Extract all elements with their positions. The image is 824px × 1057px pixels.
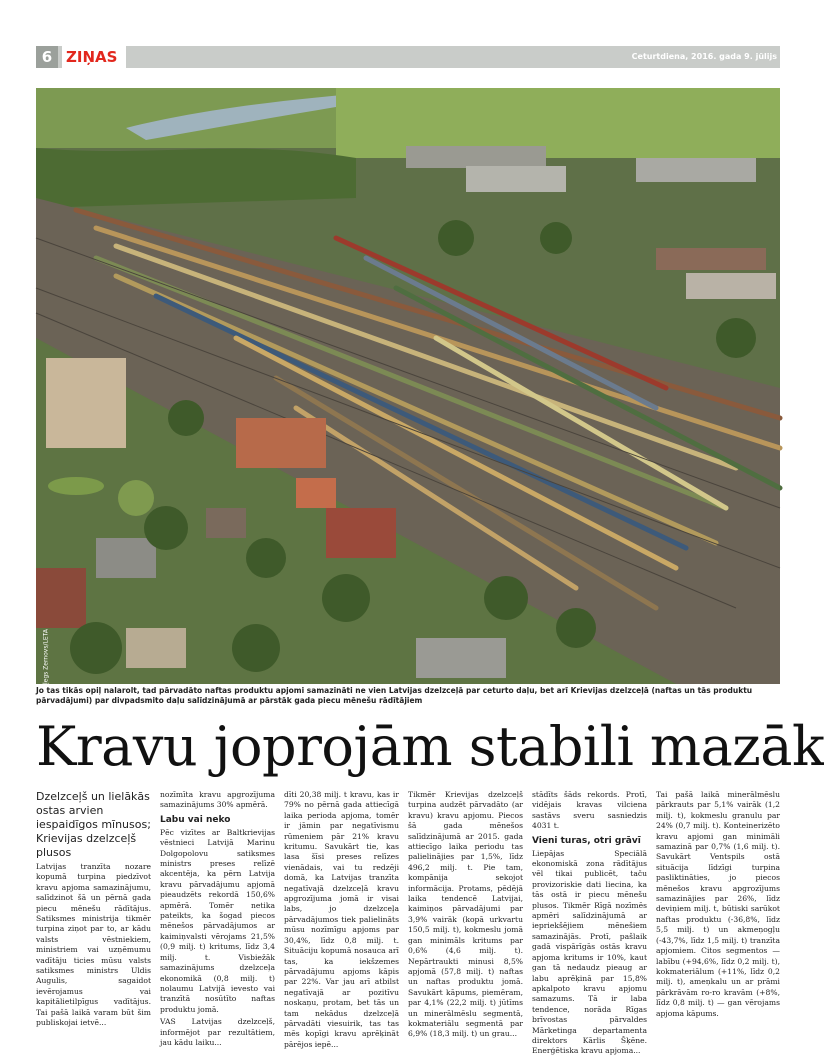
section-title: ZIŅAS [62, 46, 126, 68]
column-2-paragraph: Pēc vizītes ar Baltkrievijas vēstnieci Latvijā Marinu Dolgopolovu satiksmes ministrs preses relīzē akcentēja, ka pērn Latvija kravu pārvadājumu apjomā pieaudzēts rekordā 150,6% apmērā. Tomēr netika pateikts, ka šogad piecos mēnešos pārvadājumos ar kaimiņvalsti vērojams 21,5% (0,9 milj. t) kritums, līdz 3,4 milj. t. Visbiežāk samazinājums dzelzceļa ekonomikā (0,8 milj. t) nolaumu Latvijā ievesto vai tranzītā nosūtīto naftas produktu jomā. [160, 827, 275, 1014]
column-6-paragraph: Tai pašā laikā minerālmēslu pārkrauts par 5,1% vairāk (1,2 milj. t), kokmeslu granulu par 24% (0,7 milj. t). Konteinerizēto kravu apjomi gan minimāli samazinā par 0,7% (1,6 milj. t). Savukārt Ventspils ostā situācija līdzīgi turpina pasliktināties, jo piecos mēnešos kravu apgrozījums samazinājies par 26%, līdz deviņiem milj. t, būtiski sarūkot naftas produktu (-36,8%, līdz 5,5 milj. t) un akmeņogļu (-43,7%, līdz 1,5 milj. t) tranzīta apjomiem. Citos segmentos — labību (+94,6%, līdz 0,2 milj. t), kokmateriālum (+11%, līdz 0,2 milj. t), ameņkalu un ar prāmi pārkrāvām ro-ro kravām (+8%, līdz 0,8 milj. t) — gan vērojams apjoma kāpums. [656, 790, 780, 1018]
photo-caption: Jo tas tikās opiļ nalarolt, tad pārvadāto naftas produktu apjomi samazināti ne vien Latvijas dzelzceļā par ceturto daļu, bet arī Krievijas dzelzceļā (naftas un tās produktu pārvadājumi) par divpadsmito daļu salīdzinājumā ar pārstāk gada piecu mēnešu rādītājiem [36, 686, 753, 705]
article-lead: Dzelzceļš un lielākās ostas arvien iespaidīgos mīnusos; Krievijas dzelzceļš plusos [36, 790, 151, 859]
issue-date: Ceturtdiena, 2016. gada 9. jūlijs [631, 52, 777, 61]
photo-credit: Foto — Oļegs Zernovs/LETA [42, 629, 50, 712]
column-2-paragraph: VAS Latvijas dzelzceļš, informējot par rezultātiem, jau kādu laiku... [160, 1017, 275, 1047]
article-column-6 [656, 790, 780, 1024]
column-5-paragraph: Liepājas Speciālā ekonomiskā zona rādītājus vēl tikai publicēt, taču provizoriskie dati liecina, ka tās ostā ir piecu mēnešu plusos. Tikmēr Rīgā nozīmēs apmēri salīdzinājumā ar iepriekšējiem mēnešiem samazinājās. Protī, pašlaik gadā vispārīgās ostās kravu apjoma kritums ir 10%, kaut gan tā nedaudz pieaug ar labu aprēķinā par 15,8% apkalpoto kravu apjomu samazums. Tā ir laba tendence, norāda Rīgas brīvostas pārvaldes Mārketinga departamenta direktors Kārlis Šķēne. Enerģētiska kravu apjoma... [532, 848, 647, 1056]
column-5-paragraph: stādīts šāds rekords. Protī, vidējais kravas vilciena sastāvs sveru sasniedzis 4031 t. [532, 790, 647, 831]
column-4-paragraph: Tikmēr Krievijas dzelzceļš turpina audzēt pārvadāto (ar kravu) kravu apjomu. Piecos šā gada mēnešos salīdzinājumā ar 2015. gada attiecīgo laika periodu tas palielinājies par 1,5%, līdz 496,2 milj. t. Pie tam, kompānija sekojot informācija. Protams, pēdējā laika tendencē Latvijai, kaimiņos pārvadājumi par 3,9% vairāk (kopā urkvartu 150,5 milj. t), kokmeslu jomā gan minimāls kritums par 0,6% (4,6 milj. t). Nepārtraukti minusi 8,5% apjomā (57,8 milj. t) naftas un naftas produktu jomā. Savukārt kāpums, piemēram, par 4,1% (22,2 milj. t) jūtīms un minerālmēslu segmentā, kokmateriālu segmentā par 6,9% (18,3 milj. t) un grau... [408, 790, 523, 1039]
page-number: 6 [36, 46, 58, 68]
subheading-vieni-turas: Vieni turas, otri grāvī [532, 835, 641, 846]
column-3-paragraph: dīti 20,38 milj. t kravu, kas ir 79% no pērnā gada attiecīgā laika perioda apjoma, tomēr ir jāmin par negatīvismu rūmeniem pār 21% kravu kritumu. Savukārt tie, kas lasa šīsi preses relīzes vienādais, vai tu redzēji domā, ka Latvijas tranzīta negatīvajā dzelzceļā kravu apgrozījuma jomā ir visai labs, jo dzelzceļa pārvadājumos tiek palielināts mūsu nozīmīgu apjoms par 30,4%, līdz 0,8 milj. t. Situāciju kopumā nosauca arī tas, ka iekšzemes pārvadājumu apjoms kāpis par 22%. Var jau arī atbilst negatīvajā ar pozitīvu noskaņu, protam, bet tās un tam nekādus dzelzceļā pārvadāti viesuirik, tas tas mēs kopīgi kravu aprēķināt pārējos iepē... [284, 790, 399, 1049]
article-column-1 [36, 790, 151, 1028]
subheading-labu-vai-neko: Labu vai neko [160, 814, 231, 825]
article-column-2 [160, 790, 275, 1047]
article-column-4 [408, 790, 523, 1039]
article-headline: Kravu joprojām stabili mazāk [36, 715, 824, 778]
column-2-paragraph: nozīmīta kravu apgrozījuma samazinājums 30% apmērā. [160, 790, 275, 810]
article-column-3 [284, 790, 399, 1049]
column-1-paragraph: Latvijas tranzīta nozare kopumā turpina piedzīvot kravu apjoma samazinājumu, salīdzinot šā un pērnā gada piecu mēnešu rādītājus. Satiksmes ministrija tikmēr turpina ziņot par to, ar kādu valsts vēstniekiem, ministriem vai uzņēmumu vadītāju ticies mūsu valsts satiksmes ministrs Uldis Augulis, sagaidot ievērojamus vai kapitālietilpīgus vadītājus. Tai pašā laikā varam būt šim publiskojai ietvē... [36, 862, 151, 1028]
article-column-5 [532, 790, 647, 1056]
